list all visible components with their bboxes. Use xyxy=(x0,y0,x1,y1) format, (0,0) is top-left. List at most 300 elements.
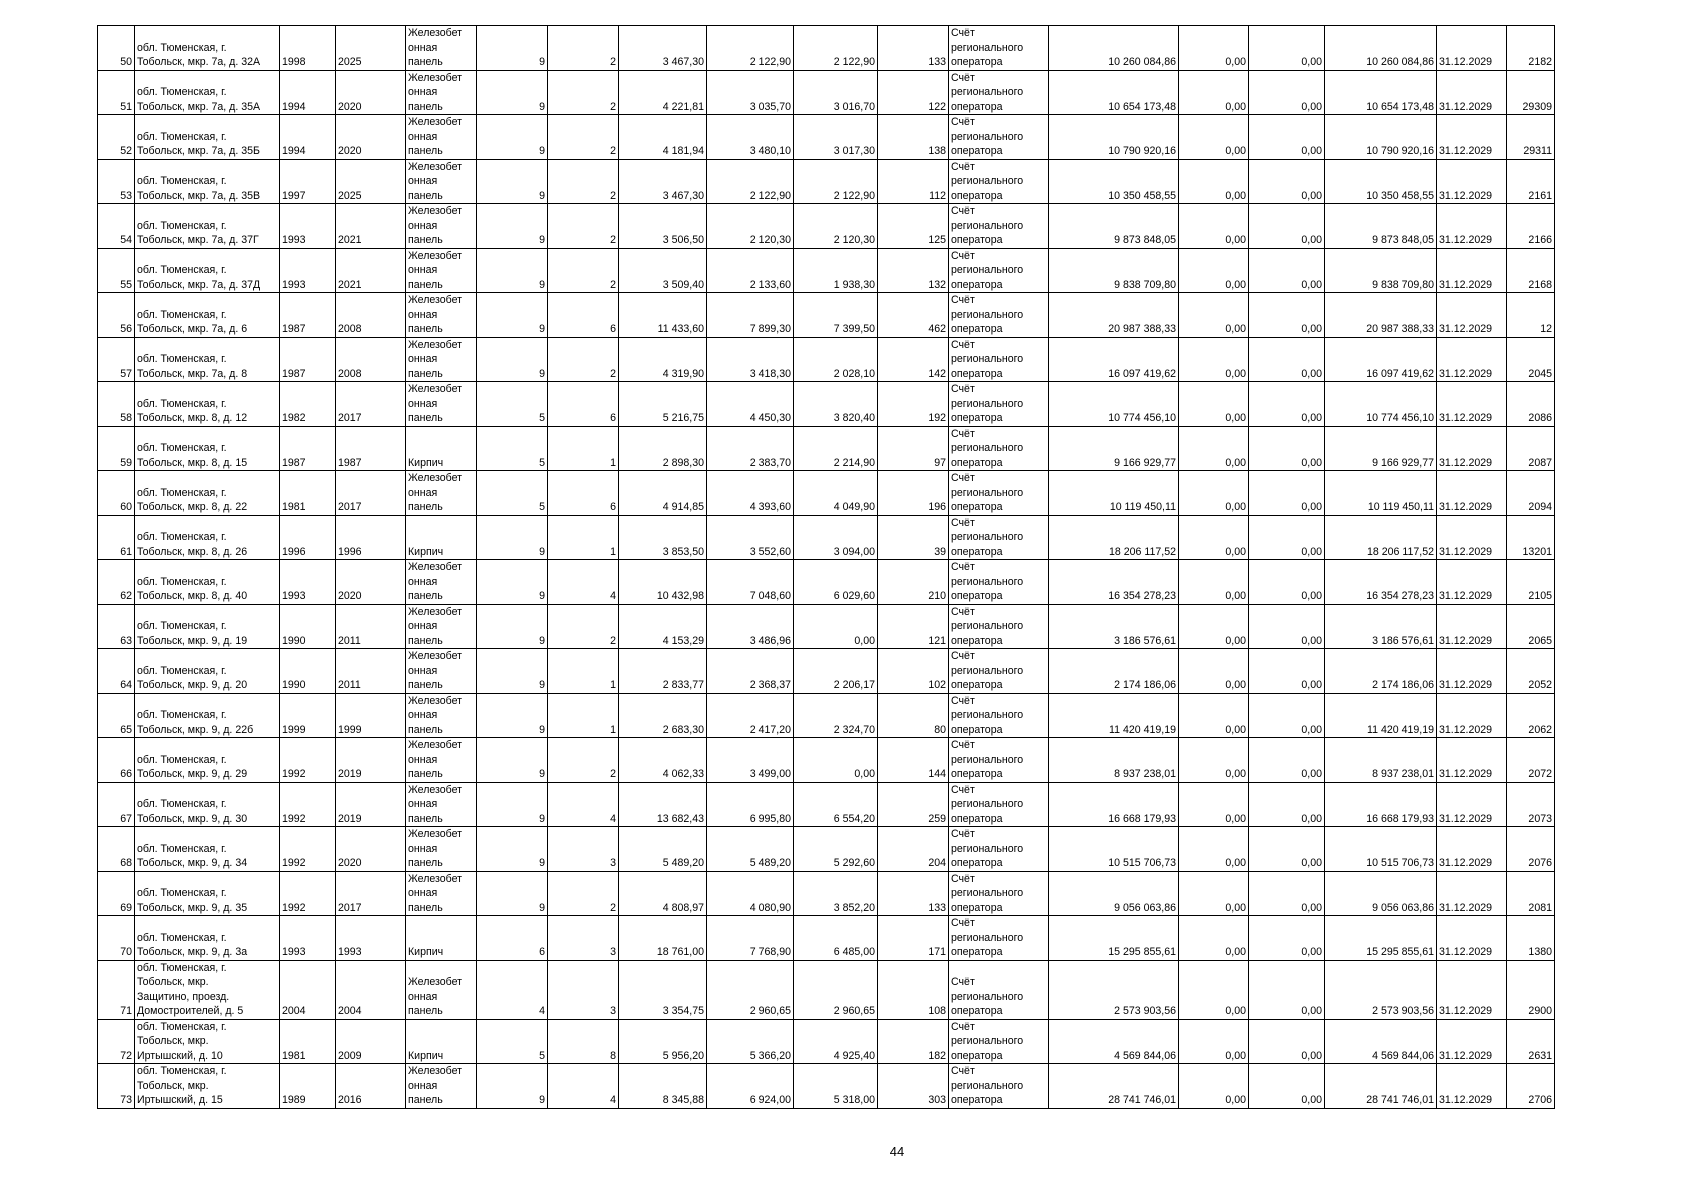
floors-cell: 9 xyxy=(477,604,548,649)
fund-method-cell: Счёт регионального оператора xyxy=(949,471,1049,516)
wall-material-cell: Железобет онная панель xyxy=(406,693,477,738)
table-row xyxy=(98,1019,1555,1064)
fund-method-cell: Счёт регионального оператора xyxy=(949,960,1049,1019)
entrances-cell: 6 xyxy=(548,382,619,427)
wall-material-cell: Железобет онная панель xyxy=(406,1064,477,1109)
total-cost-cell: 16 097 419,62 xyxy=(1049,337,1179,382)
deadline-cell: 31.12.2029 xyxy=(1437,337,1507,382)
entrances-cell: 2 xyxy=(548,738,619,783)
residents-cell: 138 xyxy=(878,115,949,160)
owner-cost-cell: 9 838 709,80 xyxy=(1325,248,1437,293)
cost-cell: 0,00 xyxy=(1179,871,1249,916)
row-number: 58 xyxy=(98,382,135,427)
residents-cell: 121 xyxy=(878,604,949,649)
cost-cell: 0,00 xyxy=(1249,827,1325,872)
total-cost-cell: 10 654 173,48 xyxy=(1049,70,1179,115)
residents-cell: 133 xyxy=(878,26,949,71)
address-cell: обл. Тюменская, г. Тобольск, мкр. 9, д. 20 xyxy=(135,649,280,694)
build-year-cell: 1981 xyxy=(280,471,336,516)
build-year-cell: 1993 xyxy=(280,560,336,605)
row-number: 73 xyxy=(98,1064,135,1109)
cost-cell: 0,00 xyxy=(1249,115,1325,160)
table-row xyxy=(98,916,1555,961)
house-id-cell: 2052 xyxy=(1507,649,1555,694)
row-number: 66 xyxy=(98,738,135,783)
living-area-cell: 3 499,00 xyxy=(707,738,794,783)
row-number: 56 xyxy=(98,293,135,338)
cost-cell: 0,00 xyxy=(1249,560,1325,605)
address-cell: обл. Тюменская, г. Тобольск, мкр. 9, д. 30 xyxy=(135,782,280,827)
build-year-cell: 1997 xyxy=(280,159,336,204)
total-area-cell: 11 433,60 xyxy=(619,293,707,338)
address-cell: обл. Тюменская, г. Тобольск, мкр. 7а, д. 35А xyxy=(135,70,280,115)
wall-material-cell: Железобет онная панель xyxy=(406,871,477,916)
deadline-cell: 31.12.2029 xyxy=(1437,115,1507,160)
wall-material-cell: Кирпич xyxy=(406,515,477,560)
page-number: 44 xyxy=(889,1144,905,1159)
address-cell: обл. Тюменская, г. Тобольск, мкр. 9, д. 34 xyxy=(135,827,280,872)
fund-method-cell: Счёт регионального оператора xyxy=(949,1019,1049,1064)
cost-cell: 0,00 xyxy=(1179,960,1249,1019)
living-area-cell: 3 486,96 xyxy=(707,604,794,649)
fund-method-cell: Счёт регионального оператора xyxy=(949,560,1049,605)
total-area-cell: 3 853,50 xyxy=(619,515,707,560)
residents-cell: 80 xyxy=(878,693,949,738)
cost-cell: 0,00 xyxy=(1179,26,1249,71)
table-row xyxy=(98,1064,1555,1109)
total-area-cell: 4 153,29 xyxy=(619,604,707,649)
repair-year-cell: 2020 xyxy=(336,560,406,605)
total-area-cell: 3 354,75 xyxy=(619,960,707,1019)
deadline-cell: 31.12.2029 xyxy=(1437,70,1507,115)
cost-cell: 0,00 xyxy=(1249,960,1325,1019)
deadline-cell: 31.12.2029 xyxy=(1437,426,1507,471)
entrances-cell: 3 xyxy=(548,916,619,961)
total-area-cell: 18 761,00 xyxy=(619,916,707,961)
cost-cell: 0,00 xyxy=(1249,337,1325,382)
row-number: 68 xyxy=(98,827,135,872)
cost-cell: 0,00 xyxy=(1179,916,1249,961)
wall-material-cell: Железобет онная панель xyxy=(406,560,477,605)
total-cost-cell: 9 056 063,86 xyxy=(1049,871,1179,916)
total-cost-cell: 15 295 855,61 xyxy=(1049,916,1179,961)
entrances-cell: 2 xyxy=(548,115,619,160)
wall-material-cell: Железобет онная панель xyxy=(406,649,477,694)
wall-material-cell: Кирпич xyxy=(406,916,477,961)
cost-cell: 0,00 xyxy=(1249,159,1325,204)
wall-material-cell: Железобет онная панель xyxy=(406,738,477,783)
cost-cell: 0,00 xyxy=(1249,1064,1325,1109)
build-year-cell: 1996 xyxy=(280,515,336,560)
entrances-cell: 3 xyxy=(548,827,619,872)
private-area-cell: 2 206,17 xyxy=(794,649,878,694)
fund-method-cell: Счёт регионального оператора xyxy=(949,1064,1049,1109)
cost-cell: 0,00 xyxy=(1249,693,1325,738)
residents-cell: 125 xyxy=(878,204,949,249)
residents-cell: 144 xyxy=(878,738,949,783)
cost-cell: 0,00 xyxy=(1179,337,1249,382)
cost-cell: 0,00 xyxy=(1249,916,1325,961)
living-area-cell: 2 960,65 xyxy=(707,960,794,1019)
floors-cell: 9 xyxy=(477,827,548,872)
fund-method-cell: Счёт регионального оператора xyxy=(949,782,1049,827)
deadline-cell: 31.12.2029 xyxy=(1437,960,1507,1019)
total-cost-cell: 10 350 458,55 xyxy=(1049,159,1179,204)
address-cell: обл. Тюменская, г. Тобольск, мкр. 9, д. 19 xyxy=(135,604,280,649)
repair-year-cell: 2017 xyxy=(336,382,406,427)
living-area-cell: 4 080,90 xyxy=(707,871,794,916)
deadline-cell: 31.12.2029 xyxy=(1437,1064,1507,1109)
row-number: 72 xyxy=(98,1019,135,1064)
entrances-cell: 2 xyxy=(548,604,619,649)
repair-year-cell: 1999 xyxy=(336,693,406,738)
entrances-cell: 2 xyxy=(548,159,619,204)
private-area-cell: 6 554,20 xyxy=(794,782,878,827)
total-area-cell: 2 833,77 xyxy=(619,649,707,694)
entrances-cell: 1 xyxy=(548,649,619,694)
entrances-cell: 2 xyxy=(548,248,619,293)
fund-method-cell: Счёт регионального оператора xyxy=(949,248,1049,293)
address-cell: обл. Тюменская, г. Тобольск, мкр. 8, д. 15 xyxy=(135,426,280,471)
living-area-cell: 6 995,80 xyxy=(707,782,794,827)
repair-year-cell: 2025 xyxy=(336,159,406,204)
repair-year-cell: 2011 xyxy=(336,604,406,649)
deadline-cell: 31.12.2029 xyxy=(1437,471,1507,516)
residents-cell: 97 xyxy=(878,426,949,471)
owner-cost-cell: 8 937 238,01 xyxy=(1325,738,1437,783)
repair-year-cell: 2011 xyxy=(336,649,406,694)
total-area-cell: 3 467,30 xyxy=(619,26,707,71)
address-cell: обл. Тюменская, г. Тобольск, мкр. 7а, д. 35В xyxy=(135,159,280,204)
owner-cost-cell: 10 774 456,10 xyxy=(1325,382,1437,427)
housing-register-table xyxy=(97,25,1555,1109)
residents-cell: 102 xyxy=(878,649,949,694)
cost-cell: 0,00 xyxy=(1249,782,1325,827)
repair-year-cell: 2025 xyxy=(336,26,406,71)
row-number: 50 xyxy=(98,26,135,71)
entrances-cell: 2 xyxy=(548,26,619,71)
table-row xyxy=(98,871,1555,916)
residents-cell: 132 xyxy=(878,248,949,293)
table-row xyxy=(98,738,1555,783)
floors-cell: 5 xyxy=(477,426,548,471)
floors-cell: 9 xyxy=(477,871,548,916)
wall-material-cell: Железобет онная панель xyxy=(406,471,477,516)
deadline-cell: 31.12.2029 xyxy=(1437,782,1507,827)
repair-year-cell: 2017 xyxy=(336,871,406,916)
cost-cell: 0,00 xyxy=(1179,515,1249,560)
living-area-cell: 4 393,60 xyxy=(707,471,794,516)
build-year-cell: 1992 xyxy=(280,827,336,872)
total-cost-cell: 16 668 179,93 xyxy=(1049,782,1179,827)
fund-method-cell: Счёт регионального оператора xyxy=(949,693,1049,738)
table-row xyxy=(98,693,1555,738)
floors-cell: 9 xyxy=(477,26,548,71)
total-cost-cell: 9 873 848,05 xyxy=(1049,204,1179,249)
cost-cell: 0,00 xyxy=(1179,1064,1249,1109)
living-area-cell: 2 120,30 xyxy=(707,204,794,249)
entrances-cell: 4 xyxy=(548,1064,619,1109)
cost-cell: 0,00 xyxy=(1249,26,1325,71)
floors-cell: 9 xyxy=(477,248,548,293)
entrances-cell: 6 xyxy=(548,471,619,516)
cost-cell: 0,00 xyxy=(1179,293,1249,338)
address-cell: обл. Тюменская, г. Тобольск, мкр. 8, д. 12 xyxy=(135,382,280,427)
owner-cost-cell: 16 097 419,62 xyxy=(1325,337,1437,382)
repair-year-cell: 2017 xyxy=(336,471,406,516)
owner-cost-cell: 20 987 388,33 xyxy=(1325,293,1437,338)
cost-cell: 0,00 xyxy=(1179,827,1249,872)
entrances-cell: 1 xyxy=(548,693,619,738)
wall-material-cell: Железобет онная панель xyxy=(406,960,477,1019)
owner-cost-cell: 9 873 848,05 xyxy=(1325,204,1437,249)
repair-year-cell: 2019 xyxy=(336,782,406,827)
living-area-cell: 4 450,30 xyxy=(707,382,794,427)
living-area-cell: 3 552,60 xyxy=(707,515,794,560)
house-id-cell: 2062 xyxy=(1507,693,1555,738)
table-row xyxy=(98,159,1555,204)
deadline-cell: 31.12.2029 xyxy=(1437,649,1507,694)
table-row xyxy=(98,649,1555,694)
cost-cell: 0,00 xyxy=(1249,204,1325,249)
cost-cell: 0,00 xyxy=(1249,871,1325,916)
living-area-cell: 7 899,30 xyxy=(707,293,794,338)
owner-cost-cell: 2 573 903,56 xyxy=(1325,960,1437,1019)
build-year-cell: 1993 xyxy=(280,248,336,293)
row-number: 65 xyxy=(98,693,135,738)
fund-method-cell: Счёт регионального оператора xyxy=(949,738,1049,783)
cost-cell: 0,00 xyxy=(1249,248,1325,293)
total-cost-cell: 9 838 709,80 xyxy=(1049,248,1179,293)
build-year-cell: 1993 xyxy=(280,916,336,961)
table-row xyxy=(98,382,1555,427)
house-id-cell: 2161 xyxy=(1507,159,1555,204)
total-cost-cell: 2 573 903,56 xyxy=(1049,960,1179,1019)
total-cost-cell: 16 354 278,23 xyxy=(1049,560,1179,605)
table-row xyxy=(98,471,1555,516)
table-row xyxy=(98,337,1555,382)
repair-year-cell: 2020 xyxy=(336,70,406,115)
build-year-cell: 1990 xyxy=(280,604,336,649)
deadline-cell: 31.12.2029 xyxy=(1437,916,1507,961)
entrances-cell: 8 xyxy=(548,1019,619,1064)
floors-cell: 9 xyxy=(477,693,548,738)
wall-material-cell: Железобет онная панель xyxy=(406,204,477,249)
deadline-cell: 31.12.2029 xyxy=(1437,204,1507,249)
entrances-cell: 3 xyxy=(548,960,619,1019)
floors-cell: 9 xyxy=(477,337,548,382)
residents-cell: 192 xyxy=(878,382,949,427)
repair-year-cell: 2020 xyxy=(336,115,406,160)
repair-year-cell: 2008 xyxy=(336,337,406,382)
total-cost-cell: 10 515 706,73 xyxy=(1049,827,1179,872)
total-area-cell: 2 683,30 xyxy=(619,693,707,738)
register-sheet xyxy=(97,25,1555,1109)
house-id-cell: 2045 xyxy=(1507,337,1555,382)
cost-cell: 0,00 xyxy=(1249,70,1325,115)
private-area-cell: 0,00 xyxy=(794,738,878,783)
total-area-cell: 5 489,20 xyxy=(619,827,707,872)
floors-cell: 9 xyxy=(477,159,548,204)
table-row xyxy=(98,248,1555,293)
address-cell: обл. Тюменская, г. Тобольск, мкр. 7а, д. 37Д xyxy=(135,248,280,293)
wall-material-cell: Железобет онная панель xyxy=(406,26,477,71)
living-area-cell: 3 035,70 xyxy=(707,70,794,115)
owner-cost-cell: 28 741 746,01 xyxy=(1325,1064,1437,1109)
house-id-cell: 2081 xyxy=(1507,871,1555,916)
row-number: 55 xyxy=(98,248,135,293)
fund-method-cell: Счёт регионального оператора xyxy=(949,293,1049,338)
table-row xyxy=(98,70,1555,115)
total-cost-cell: 10 774 456,10 xyxy=(1049,382,1179,427)
build-year-cell: 2004 xyxy=(280,960,336,1019)
cost-cell: 0,00 xyxy=(1249,604,1325,649)
fund-method-cell: Счёт регионального оператора xyxy=(949,204,1049,249)
living-area-cell: 3 418,30 xyxy=(707,337,794,382)
owner-cost-cell: 9 056 063,86 xyxy=(1325,871,1437,916)
deadline-cell: 31.12.2029 xyxy=(1437,738,1507,783)
cost-cell: 0,00 xyxy=(1249,515,1325,560)
total-cost-cell: 4 569 844,06 xyxy=(1049,1019,1179,1064)
house-id-cell: 2072 xyxy=(1507,738,1555,783)
house-id-cell: 2631 xyxy=(1507,1019,1555,1064)
living-area-cell: 2 133,60 xyxy=(707,248,794,293)
floors-cell: 9 xyxy=(477,738,548,783)
residents-cell: 171 xyxy=(878,916,949,961)
fund-method-cell: Счёт регионального оператора xyxy=(949,337,1049,382)
deadline-cell: 31.12.2029 xyxy=(1437,604,1507,649)
house-id-cell: 29309 xyxy=(1507,70,1555,115)
build-year-cell: 1987 xyxy=(280,337,336,382)
row-number: 53 xyxy=(98,159,135,204)
cost-cell: 0,00 xyxy=(1249,471,1325,516)
wall-material-cell: Железобет онная панель xyxy=(406,293,477,338)
address-cell: обл. Тюменская, г. Тобольск, мкр. 9, д. 35 xyxy=(135,871,280,916)
row-number: 61 xyxy=(98,515,135,560)
cost-cell: 0,00 xyxy=(1179,70,1249,115)
table-row xyxy=(98,26,1555,71)
house-id-cell: 1380 xyxy=(1507,916,1555,961)
cost-cell: 0,00 xyxy=(1179,604,1249,649)
cost-cell: 0,00 xyxy=(1179,382,1249,427)
address-cell: обл. Тюменская, г. Тобольск, мкр. Иртышский, д. 10 xyxy=(135,1019,280,1064)
repair-year-cell: 2009 xyxy=(336,1019,406,1064)
cost-cell: 0,00 xyxy=(1179,115,1249,160)
cost-cell: 0,00 xyxy=(1249,382,1325,427)
row-number: 59 xyxy=(98,426,135,471)
fund-method-cell: Счёт регионального оператора xyxy=(949,871,1049,916)
address-cell: обл. Тюменская, г. Тобольск, мкр. 9, д. 3а xyxy=(135,916,280,961)
living-area-cell: 7 768,90 xyxy=(707,916,794,961)
owner-cost-cell: 16 354 278,23 xyxy=(1325,560,1437,605)
private-area-cell: 2 960,65 xyxy=(794,960,878,1019)
total-cost-cell: 3 186 576,61 xyxy=(1049,604,1179,649)
residents-cell: 259 xyxy=(878,782,949,827)
house-id-cell: 2087 xyxy=(1507,426,1555,471)
wall-material-cell: Кирпич xyxy=(406,426,477,471)
deadline-cell: 31.12.2029 xyxy=(1437,560,1507,605)
floors-cell: 5 xyxy=(477,1019,548,1064)
owner-cost-cell: 11 420 419,19 xyxy=(1325,693,1437,738)
total-area-cell: 4 221,81 xyxy=(619,70,707,115)
entrances-cell: 1 xyxy=(548,426,619,471)
owner-cost-cell: 18 206 117,52 xyxy=(1325,515,1437,560)
deadline-cell: 31.12.2029 xyxy=(1437,26,1507,71)
total-area-cell: 10 432,98 xyxy=(619,560,707,605)
build-year-cell: 1990 xyxy=(280,649,336,694)
floors-cell: 9 xyxy=(477,515,548,560)
house-id-cell: 2182 xyxy=(1507,26,1555,71)
floors-cell: 5 xyxy=(477,471,548,516)
row-number: 63 xyxy=(98,604,135,649)
repair-year-cell: 2020 xyxy=(336,827,406,872)
total-cost-cell: 20 987 388,33 xyxy=(1049,293,1179,338)
house-id-cell: 2094 xyxy=(1507,471,1555,516)
build-year-cell: 1993 xyxy=(280,204,336,249)
wall-material-cell: Кирпич xyxy=(406,1019,477,1064)
table-row xyxy=(98,604,1555,649)
fund-method-cell: Счёт регионального оператора xyxy=(949,426,1049,471)
wall-material-cell: Железобет онная панель xyxy=(406,337,477,382)
cost-cell: 0,00 xyxy=(1179,471,1249,516)
address-cell: обл. Тюменская, г. Тобольск, мкр. 9, д. 22б xyxy=(135,693,280,738)
deadline-cell: 31.12.2029 xyxy=(1437,159,1507,204)
cost-cell: 0,00 xyxy=(1179,693,1249,738)
address-cell: обл. Тюменская, г. Тобольск, мкр. 7а, д. 6 xyxy=(135,293,280,338)
fund-method-cell: Счёт регионального оператора xyxy=(949,515,1049,560)
repair-year-cell: 1996 xyxy=(336,515,406,560)
table-row xyxy=(98,960,1555,1019)
fund-method-cell: Счёт регионального оператора xyxy=(949,70,1049,115)
wall-material-cell: Железобет онная панель xyxy=(406,782,477,827)
living-area-cell: 5 366,20 xyxy=(707,1019,794,1064)
entrances-cell: 2 xyxy=(548,204,619,249)
wall-material-cell: Железобет онная панель xyxy=(406,248,477,293)
living-area-cell: 2 122,90 xyxy=(707,159,794,204)
house-id-cell: 12 xyxy=(1507,293,1555,338)
residents-cell: 39 xyxy=(878,515,949,560)
repair-year-cell: 2008 xyxy=(336,293,406,338)
cost-cell: 0,00 xyxy=(1179,426,1249,471)
address-cell: обл. Тюменская, г. Тобольск, мкр. 8, д. 40 xyxy=(135,560,280,605)
address-cell: обл. Тюменская, г. Тобольск, мкр. 8, д. 22 xyxy=(135,471,280,516)
cost-cell: 0,00 xyxy=(1179,1019,1249,1064)
living-area-cell: 3 480,10 xyxy=(707,115,794,160)
total-area-cell: 4 181,94 xyxy=(619,115,707,160)
table-row xyxy=(98,827,1555,872)
total-cost-cell: 2 174 186,06 xyxy=(1049,649,1179,694)
build-year-cell: 1992 xyxy=(280,782,336,827)
house-id-cell: 2168 xyxy=(1507,248,1555,293)
row-number: 62 xyxy=(98,560,135,605)
deadline-cell: 31.12.2029 xyxy=(1437,515,1507,560)
wall-material-cell: Железобет онная панель xyxy=(406,827,477,872)
address-cell: обл. Тюменская, г. Тобольск, мкр. Защитино, проезд. Домостроителей, д. 5 xyxy=(135,960,280,1019)
private-area-cell: 2 122,90 xyxy=(794,26,878,71)
floors-cell: 5 xyxy=(477,382,548,427)
private-area-cell: 3 852,20 xyxy=(794,871,878,916)
living-area-cell: 7 048,60 xyxy=(707,560,794,605)
floors-cell: 9 xyxy=(477,782,548,827)
private-area-cell: 2 214,90 xyxy=(794,426,878,471)
build-year-cell: 1992 xyxy=(280,738,336,783)
floors-cell: 6 xyxy=(477,916,548,961)
residents-cell: 204 xyxy=(878,827,949,872)
residents-cell: 196 xyxy=(878,471,949,516)
entrances-cell: 2 xyxy=(548,871,619,916)
owner-cost-cell: 10 260 084,86 xyxy=(1325,26,1437,71)
cost-cell: 0,00 xyxy=(1249,293,1325,338)
